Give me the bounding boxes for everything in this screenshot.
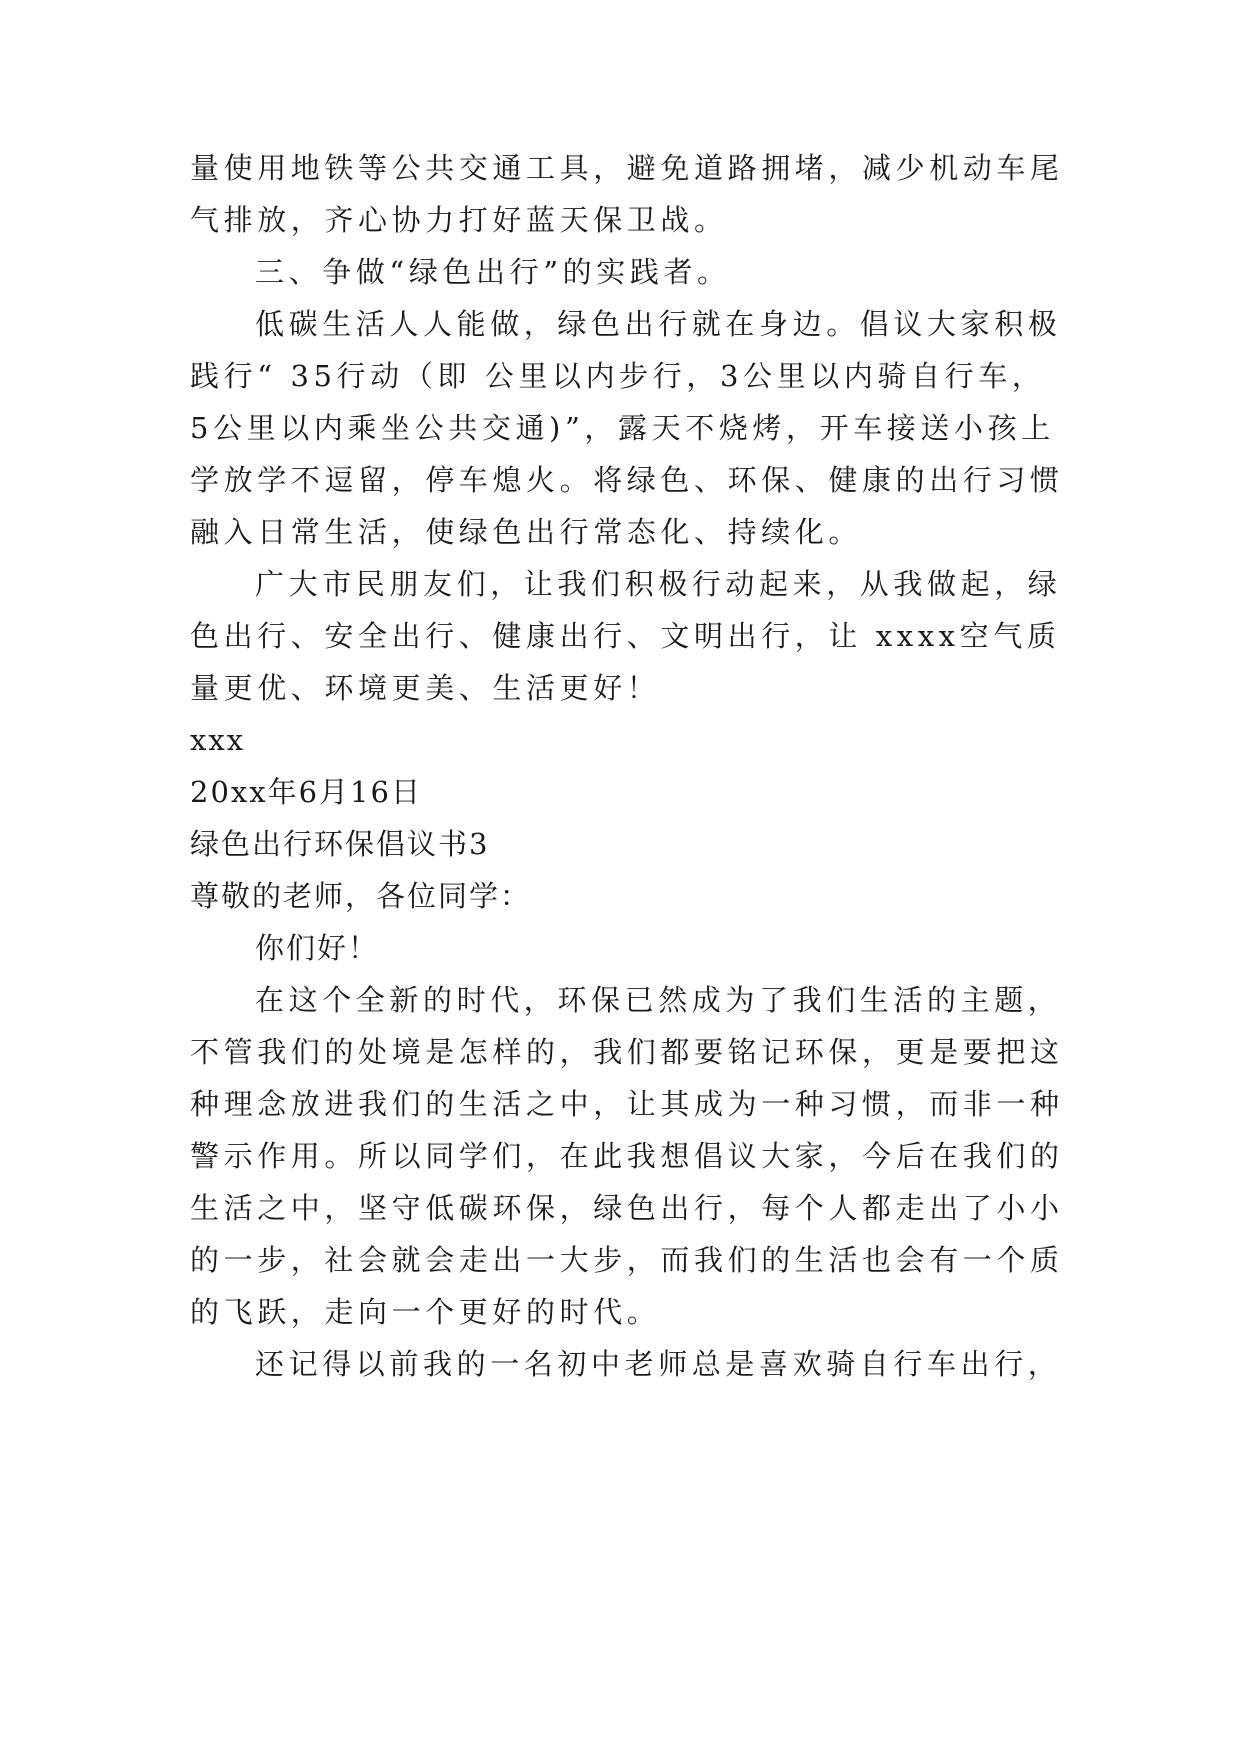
greeting: 你们好！ [255,931,380,965]
text-line: 警示作用。所以同学们，在此我想倡议大家，今后在我们的 [190,1139,1064,1173]
text-line: 的飞跃，走向一个更好的时代。 [190,1295,661,1329]
text-line: 在这个全新的时代，环保已然成为了我们生活的主题， [255,983,1062,1017]
text-line: 生活之中，坚守低碳环保，绿色出行，每个人都走出了小小 [190,1191,1064,1225]
signature: xxx [190,723,246,757]
text-line: 不管我们的处境是怎样的，我们都要铭记环保，更是要把这 [190,1035,1064,1069]
text-line: 学放学不逗留，停车熄火。将绿色、环保、健康的出行习惯 [190,463,1064,497]
text-line: 5公里以内乘坐公共交通)”，露天不烧烤，开车接送小孩上 [190,411,1055,445]
text-line: 还记得以前我的一名初中老师总是喜欢骑自行车出行， [255,1347,1062,1381]
text-line: 气排放，齐心协力打好蓝天保卫战。 [190,203,728,237]
text-line: 种理念放进我们的生活之中，让其成为一种习惯，而非一种 [190,1087,1064,1121]
text-line: 的一步，社会就会走出一大步，而我们的生活也会有一个质 [190,1243,1064,1277]
text-line: 融入日常生活，使绿色出行常态化、持续化。 [190,515,863,549]
salutation: 尊敬的老师，各位同学： [190,879,532,913]
text-line: 广大市民朋友们，让我们积极行动起来，从我做起，绿 [255,567,1062,601]
text-line: 低碳生活人人能做，绿色出行就在身边。倡议大家积极 [255,307,1062,341]
text-line: 色出行、安全出行、健康出行、文明出行，让 xxxx空气质 [190,619,1061,653]
document-title: 绿色出行环保倡议书3 [190,827,490,861]
section-heading: 三、争做“绿色出行”的实践者。 [255,255,731,289]
text-line: 量使用地铁等公共交通工具，避免道路拥堵，减少机动车尾 [190,151,1064,185]
date: 20xx年6月16日 [190,775,422,809]
text-line: 量更优、环境更美、生活更好！ [190,671,661,705]
text-line: 践行“ 35行动（即 公里以内步行，3公里以内骑自行车， [190,359,1046,393]
